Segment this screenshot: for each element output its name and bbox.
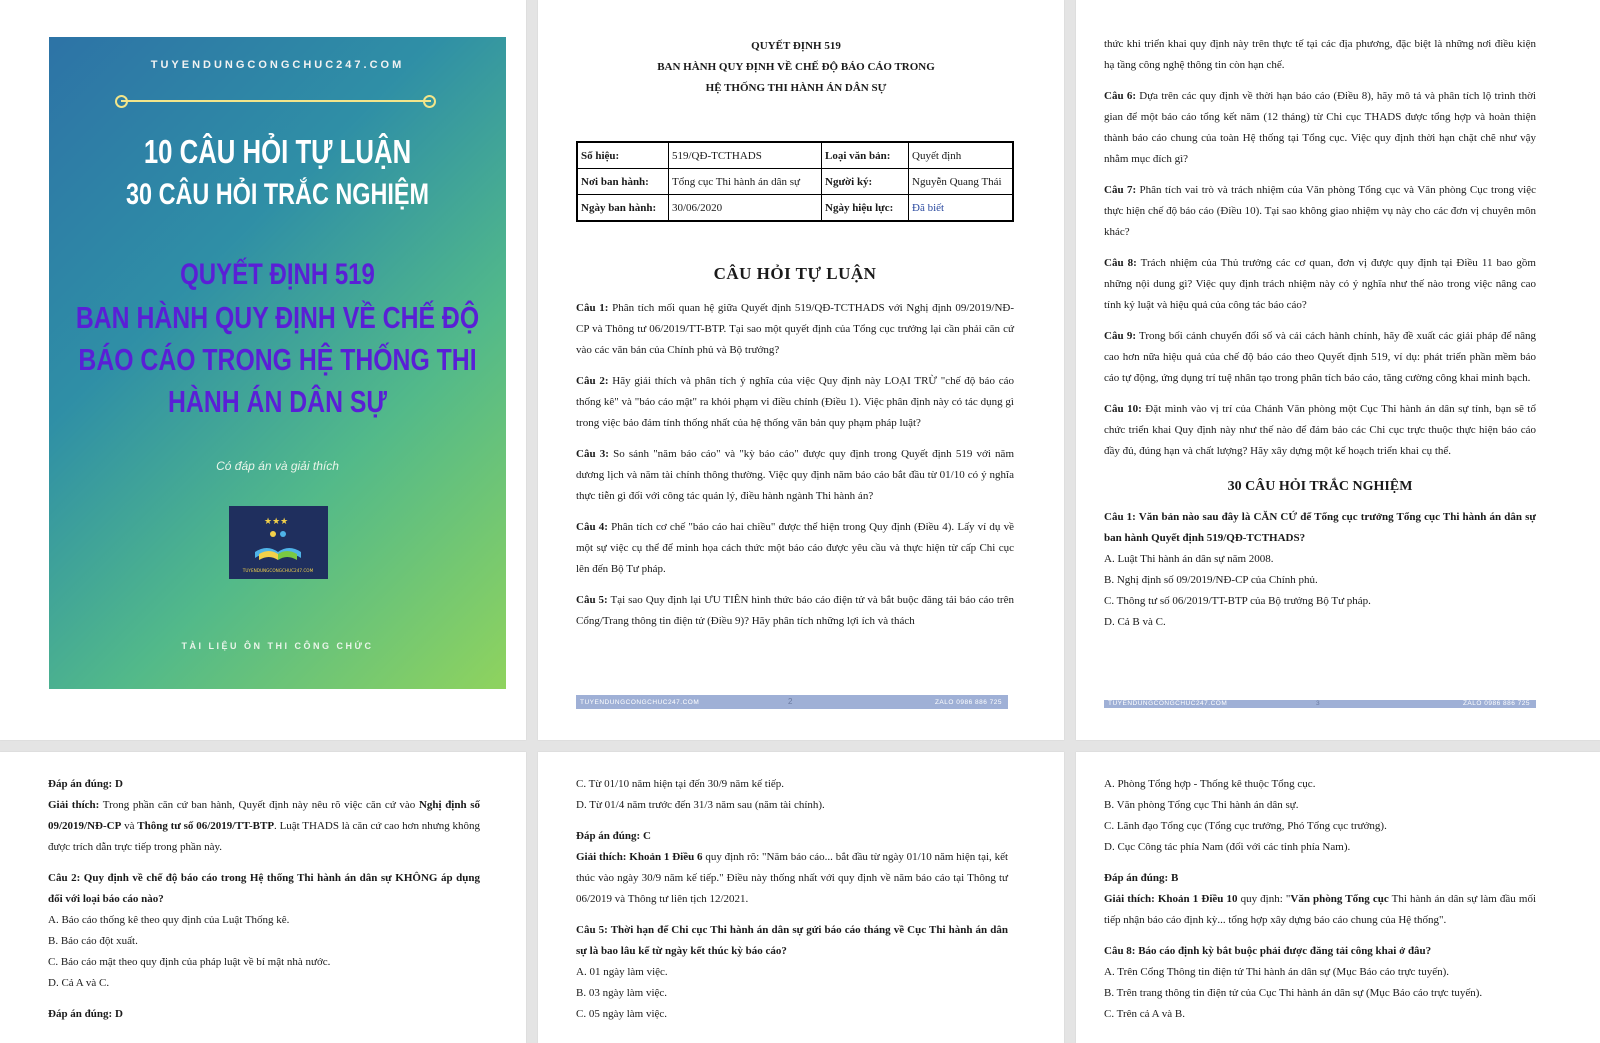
mcq-option: D. Cả B và C. <box>1104 616 1166 628</box>
section-title-essay: CÂU HỎI TỰ LUẬN <box>713 264 877 283</box>
mcq-option: A. Trên Cổng Thông tin điện tử Thi hành án dân sự (Mục Báo cáo trực tuyến). <box>1104 966 1449 978</box>
cover-footer: TÀI LIỆU ÔN THI CÔNG CHỨC <box>181 641 374 651</box>
table-value: Tổng cục Thi hành án dân sự <box>669 169 822 195</box>
cover-line1: 10 CÂU HỎI TỰ LUẬN <box>143 133 412 170</box>
cover-subtitle: Có đáp án và giải thích <box>216 459 339 473</box>
cover-line2: 30 CÂU HỎI TRẮC NGHIỆM <box>126 178 429 211</box>
decorative-dot <box>115 95 128 108</box>
explanation: Giải thích: Khoản 1 Điều 6 quy định rõ: "Năm báo cáo... bắt đầu từ ngày 01/10 năm hiện tại, kết thúc vào ngày 30/9 năm kế tiếp." Điều này thống nhất với quy định về năm báo cáo tại Thông tư 06/2019 và Thông tư liên tịch 12/2021. <box>576 851 1009 905</box>
table-key: Nơi ban hành: <box>577 169 669 195</box>
mcq-option: B. Báo cáo đột xuất. <box>48 935 138 947</box>
mcq-option: D. Từ 01/4 năm trước đến 31/3 năm sau (năm tài chính). <box>576 799 825 811</box>
cover-site: TUYENDUNGCONGCHUC247.COM <box>150 59 405 71</box>
doc-header3: HỆ THỐNG THI HÀNH ÁN DÂN SỰ <box>705 82 887 94</box>
effective-date-link[interactable]: Đã biết <box>909 195 1014 222</box>
mcq-option: C. Lãnh đạo Tổng cục (Tổng cục trưởng, Phó Tổng cục trưởng). <box>1104 820 1387 832</box>
mcq-question-5: Câu 5: Thời hạn để Chi cục Thi hành án dân sự gửi báo cáo tháng về Cục Thi hành án dân sự là bao lâu kể từ ngày kết thúc kỳ báo cáo? <box>576 924 1008 957</box>
mcq-option: C. Báo cáo mật theo quy định của pháp luật về bí mật nhà nước. <box>48 956 331 968</box>
mcq-option: A. Báo cáo thống kê theo quy định của Luật Thống kê. <box>48 914 290 926</box>
table-row <box>577 142 1013 169</box>
table-key: Ngày hiệu lực: <box>822 195 909 222</box>
mcq-question-1: Câu 1: Văn bản nào sau đây là CĂN CỨ để Tổng cục trưởng Tổng cục Thi hành án dân sự ban hành Quyết định 519/QĐ-TCTHADS? <box>1104 511 1536 544</box>
mcq-option: C. Từ 01/10 năm hiện tại đến 30/9 năm kế tiếp. <box>576 778 785 790</box>
mcq-option: C. Thông tư số 06/2019/TT-BTP của Bộ trưởng Bộ Tư pháp. <box>1104 595 1371 607</box>
mcq-option: A. Luật Thi hành án dân sự năm 2008. <box>1104 553 1274 565</box>
essay-question-6: Câu 6: Dựa trên các quy định về thời hạn báo cáo (Điều 8), hãy mô tả và phân tích lộ trình thời gian để một báo cáo tổng kết năm (12 tháng) từ Chi cục THADS được tổng hợp và hoàn thiện thành báo cáo chung của toàn Hệ thống tại Tổng cục. Việc quy định thời hạn chặt chẽ như vậy nhằm mục đích gì? <box>1104 90 1536 165</box>
table-key: Loại văn bản: <box>822 142 909 169</box>
essay-question-5: Câu 5: Tại sao Quy định lại ƯU TIÊN hình thức báo cáo điện tử và bắt buộc đăng tải báo cáo trên Cổng/Trang thông tin điện tử (Điều 9)? Hãy phân tích những lợi ích và thách <box>576 594 1014 627</box>
book-logo-icon <box>229 506 328 579</box>
table-key: Người ký: <box>822 169 909 195</box>
essay-question-10: Câu 10: Đặt mình vào vị trí của Chánh Văn phòng một Cục Thi hành án dân sự tỉnh, bạn sẽ tổ chức triển khai Quy định này như thế nào để đảm bảo các Chi cục trực thuộc thực hiện báo cáo đầy đủ, đúng hạn và chất lượng? Hãy xây dựng một kế hoạch triển khai cụ thể. <box>1104 403 1536 457</box>
mcq-option: D. Cục Công tác phía Nam (đối với các tỉnh phía Nam). <box>1104 841 1351 853</box>
mcq-option: B. Văn phòng Tổng cục Thi hành án dân sự. <box>1104 799 1299 811</box>
logo <box>229 506 328 579</box>
essay-question-5-cont: thức khi triển khai quy định này trên thực tế tại các địa phương, đặc biệt là những nơi điều kiện hạ tầng công nghệ thông tin còn hạn chế. <box>1104 38 1536 71</box>
mcq-option: B. 03 ngày làm việc. <box>576 987 668 999</box>
mcq-question-8: Câu 8: Báo cáo định kỳ bắt buộc phải được đăng tải công khai ở đâu? <box>1104 945 1432 957</box>
svg-text:TUYENDUNGCONGCHUC247.COM: TUYENDUNGCONGCHUC247.COM <box>242 568 314 573</box>
mcq-option: C. 05 ngày làm việc. <box>576 1008 668 1020</box>
cover-image <box>49 37 506 689</box>
essay-question-2: Câu 2: Hãy giải thích và phân tích ý nghĩa của việc Quy định này LOẠI TRỪ "chế độ báo cáo thống kê" và "báo cáo mật" ra khỏi phạm vi điều chỉnh (Điều 1). Việc phân định này có tác dụng gì trong việc bảo đảm tính thống nhất của hệ thống văn bản quy phạm pháp luật? <box>576 375 1014 429</box>
table-row <box>577 169 1013 195</box>
decorative-line <box>121 100 431 102</box>
table-key: Ngày ban hành: <box>577 195 669 222</box>
table-key: Số hiệu: <box>577 142 669 169</box>
essay-question-9: Câu 9: Trong bối cảnh chuyển đổi số và cải cách hành chính, hãy đề xuất các giải pháp để nâng cao hơn nữa hiệu quả của chế độ báo cáo theo Quyết định 519, ví dụ: phát triển phần mềm báo cáo tự động, ứng dụng trí tuệ nhân tạo trong phân tích báo cáo, tăng cường công khai minh bạch. <box>1104 330 1536 384</box>
mcq-option: B. Trên trang thông tin điện tử của Cục Thi hành án dân sự (Mục Báo cáo trực tuyến). <box>1104 987 1483 999</box>
explanation: Giải thích: Khoản 1 Điều 10 quy định: "Văn phòng Tổng cục Thi hành án dân sự làm đầu mối tiếp nhận báo cáo định kỳ... tổng hợp xây dựng báo cáo chung của Hệ thống". <box>1104 893 1537 926</box>
info-table <box>576 141 1014 222</box>
mcq-option: C. Trên cả A và B. <box>1104 1008 1185 1020</box>
essay-question-7: Câu 7: Phân tích vai trò và trách nhiệm của Văn phòng Tổng cục và Văn phòng Cục trong việc thực hiện chế độ báo cáo (Điều 10). Tại sao không giao nhiệm vụ này cho các đơn vị chuyên môn khác? <box>1104 184 1536 238</box>
mcq-option: B. Nghị định số 09/2019/NĐ-CP của Chính phủ. <box>1104 574 1318 586</box>
answer: Đáp án đúng: D <box>48 1008 123 1020</box>
doc-header2: BAN HÀNH QUY ĐỊNH VỀ CHẾ ĐỘ BÁO CÁO TRONG <box>657 61 935 73</box>
explanation: Giải thích: Trong phần căn cứ ban hành, Quyết định này nêu rõ việc căn cứ vào Nghị định số 09/2019/NĐ-CP và Thông tư số 06/2019/TT-BTP. Luật THADS là căn cứ cao hơn nhưng không được trích dẫn trực tiếp trong phần này. <box>48 799 481 853</box>
mcq-question-2: Câu 2: Quy định về chế độ báo cáo trong Hệ thống Thi hành án dân sự KHÔNG áp dụng đối với loại báo cáo nào? <box>48 872 480 905</box>
mcq-option: D. Cả A và C. <box>48 977 110 989</box>
page-cover <box>0 0 526 740</box>
table-row <box>577 195 1013 222</box>
cover-title1: QUYẾT ĐỊNH 519 <box>180 258 375 291</box>
svg-text:★★★: ★★★ <box>264 517 289 527</box>
answer: Đáp án đúng: B <box>1104 872 1179 884</box>
mcq-option: A. Phòng Tổng hợp - Thống kê thuộc Tổng cục. <box>1104 778 1316 790</box>
table-value: 519/QĐ-TCTHADS <box>669 142 822 169</box>
cover-title2: BAN HÀNH QUY ĐỊNH VỀ CHẾ ĐỘ BÁO CÁO TRONG HỆ THỐNG THI HÀNH ÁN DÂN SỰ <box>75 300 480 419</box>
essay-question-3: Câu 3: So sánh "năm báo cáo" và "kỳ báo cáo" được quy định trong Quyết định 519 với năm dương lịch và năm tài chính thông thường. Việc quy định năm báo cáo bắt đầu từ 01/10 có ý nghĩa thực tiễn gì đối với công tác quản lý, điều hành ngành Thi hành án? <box>576 448 1014 502</box>
table-value: Quyết định <box>909 142 1014 169</box>
essay-question-8: Câu 8: Trách nhiệm của Thủ trưởng các cơ quan, đơn vị được quy định tại Điều 11 bao gồm những nội dung gì? Việc quy định trách nhiệm này có ý nghĩa như thế nào trong việc nâng cao tính kỷ luật và hiệu quả của công tác báo cáo? <box>1104 257 1536 311</box>
page-footer: TUYENDUNGCONGCHUC247.COM 3 ZALO 0986 886 725 <box>1104 700 1536 708</box>
essay-question-4: Câu 4: Phân tích cơ chế "báo cáo hai chiều" được thể hiện trong Quy định (Điều 4). Lấy ví dụ về một sự việc cụ thể để minh họa cách thức một báo cáo được yêu cầu và thực hiện từ cấp Chi cục lên đến Bộ Tư pháp. <box>576 521 1014 575</box>
table-value: Nguyễn Quang Thái <box>909 169 1014 195</box>
answer: Đáp án đúng: D <box>48 778 123 790</box>
mcq-option: A. 01 ngày làm việc. <box>576 966 668 978</box>
table-value: 30/06/2020 <box>669 195 822 222</box>
section-title-mcq: 30 CÂU HỎI TRẮC NGHIỆM <box>1227 479 1413 494</box>
essay-question-1: Câu 1: Phân tích mối quan hệ giữa Quyết định 519/QĐ-TCTHADS với Nghị định 09/2019/NĐ-CP và Thông tư 06/2019/TT-BTP. Tại sao một quyết định của Tổng cục trưởng lại cần phải căn cứ vào các văn bản của Chính phủ và Bộ trưởng? <box>576 302 1014 356</box>
doc-header1: QUYẾT ĐỊNH 519 <box>751 40 841 52</box>
answer: Đáp án đúng: C <box>576 830 651 842</box>
decorative-dot <box>423 95 436 108</box>
page-footer: TUYENDUNGCONGCHUC247.COM 2 ZALO 0986 886 725 <box>576 695 1008 709</box>
